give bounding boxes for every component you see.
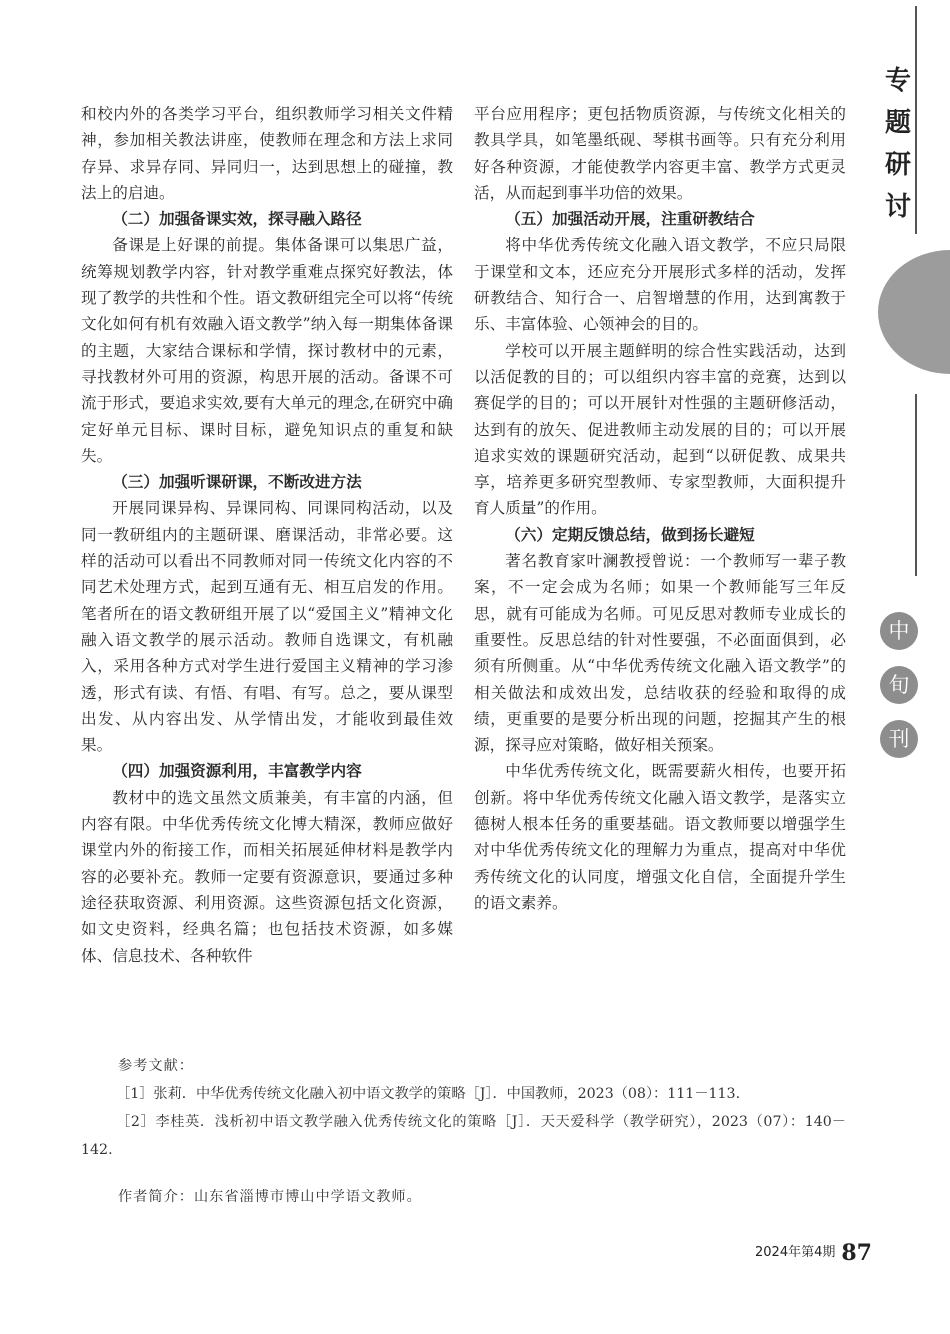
article-column-left [81,101,453,969]
paragraph: 平台应用程序；更包括物质资源，与传统文化相关的教具学具，如笔墨纸砚、琴棋书画等。只有充分利用好各种资源，才能使教学内容更丰富、教学方式更灵活，从而起到事半功倍的效果。 [474,105,846,202]
reference-item: ［2］李桂英．浅析初中语文教学融入优秀传统文化的策略［J］．天天爱科学（教学研究），2023（07）：140－142. [81,1114,846,1158]
divider-top [915,6,917,234]
article-column-right [474,101,846,916]
section-heading: （五）加强活动开展，注重研教结合 [505,210,755,229]
journal-badge-circle: 中 [880,612,918,650]
section-heading: （六）定期反馈总结，做到扬长避短 [505,525,755,544]
section-heading: （四）加强资源利用，丰富教学内容 [112,762,362,781]
column-label [881,60,915,228]
column-label-char: 题 [884,108,911,138]
paragraph: 将中华优秀传统文化融入语文教学，不应只局限于课堂和文本，还应充分开展形式多样的活动，发挥研教结合、知行合一、启智增慧的作用，达到寓教于乐、丰富体验、心领神会的目的。 [474,236,846,334]
paragraph: 备课是上好课的前提。集体备课可以集思广益，统筹规划教学内容，针对教学重难点探究好教法，体现了教学的共性和个性。语文教研组完全可以将“传统文化如何有机有效融入语文教学”纳入每一期集体备课的主题，大家结合课标和学情，探讨教材中的元素，寻找教材外可用的资源，构思开展的活动。备课不可流于形式，要追求实效,要有大单元的理念,在研究中确定好单元目标、课时目标，避免知识点的重复和缺失。 [81,236,453,465]
divider-bottom [915,394,917,576]
paragraph: 开展同课异构、异课同构、同课同构活动，以及同一教研组内的主题研课、磨课活动，非常必要。这样的活动可以看出不同教师对同一传统文化内容的不同艺术处理方式，起到互通有无、相互启发的作用。笔者所在的语文教研组开展了以“爱国主义”精神文化融入语文教学的展示活动。教师自选课文，有机融入，采用各种方式对学生进行爱国主义精神的学习渗透，形式有读、有悟、有唱、有写。总之，要从课型出发、从内容出发、从学情出发，才能收到最佳效果。 [81,499,453,755]
references-heading: 参考文献： [118,1058,194,1074]
journal-badge-circle: 刊 [880,720,918,758]
page-edge-tab [878,250,950,374]
references [81,1052,846,1164]
column-label-char: 讨 [884,192,911,222]
paragraph: 教材中的选文虽然文质兼美，有丰富的内涵，但内容有限。中华优秀传统文化博大精深，教师应做好课堂内外的衔接工作，而相关拓展延伸材料是教学内容的必要补充。教师一定要有资源意识，要通过多种途径获取资源、利用资源。这些资源包括文化资源，如文史资料，经典名篇；也包括技术资源，如多媒体、信息技术、各种软件 [81,788,453,965]
journal-badge-circle: 旬 [880,666,918,704]
section-heading: （三）加强听课研课，不断改进方法 [112,473,362,492]
paragraph: 和校内外的各类学习平台，组织教师学习相关文件精神，参加相关教法讲座，使教师在理念和方法上求同存异、求异存同、异同归一，达到思想上的碰撞，教法上的启迪。 [81,105,453,202]
issue-label: 2024年第4期 [755,1245,836,1260]
page-footer [755,1240,872,1266]
column-label-char: 研 [884,150,911,180]
reference-item: ［1］张莉．中华优秀传统文化融入初中语文教学的策略［J］．中国教师，2023（08）：111－113. [116,1086,741,1102]
page-number: 87 [841,1240,872,1266]
paragraph: 学校可以开展主题鲜明的综合性实践活动，达到以活促教的目的；可以组织内容丰富的竞赛，达到以赛促学的目的；可以开展针对性强的主题研修活动，达到有的放矢、促进教师主动发展的目的；可以开展追求实效的课题研究活动，起到“以研促教、成果共享，培养更多研究型教师、专家型教师，大面积提升育人质量”的作用。 [474,341,846,518]
author-bio: 作者简介：山东省淄博市博山中学语文教师。 [118,1189,422,1205]
column-label-char: 专 [884,66,911,96]
paragraph: 著名教育家叶澜教授曾说：一个教师写一辈子教案，不一定会成为名师；如果一个教师能写三年反思，就有可能成为名师。可见反思对教师专业成长的重要性。反思总结的针对性要强，不必面面俱到，必须有所侧重。从“中华优秀传统文化融入语文教学”的相关做法和成效出发，总结收获的经验和取得的成绩，更重要的是要分析出现的问题，挖掘其产生的根源，探寻应对策略，做好相关预案。 [474,552,846,755]
paragraph: 中华优秀传统文化，既需要薪火相传，也要开拓创新。将中华优秀传统文化融入语文教学，是落实立德树人根本任务的重要基础。语文教师要以增强学生对中华优秀传统文化的理解力为重点，提高对中华优秀传统文化的认同度，增强文化自信，全面提升学生的语文素养。 [474,762,846,912]
section-heading: （二）加强备课实效，探寻融入路径 [112,210,362,229]
